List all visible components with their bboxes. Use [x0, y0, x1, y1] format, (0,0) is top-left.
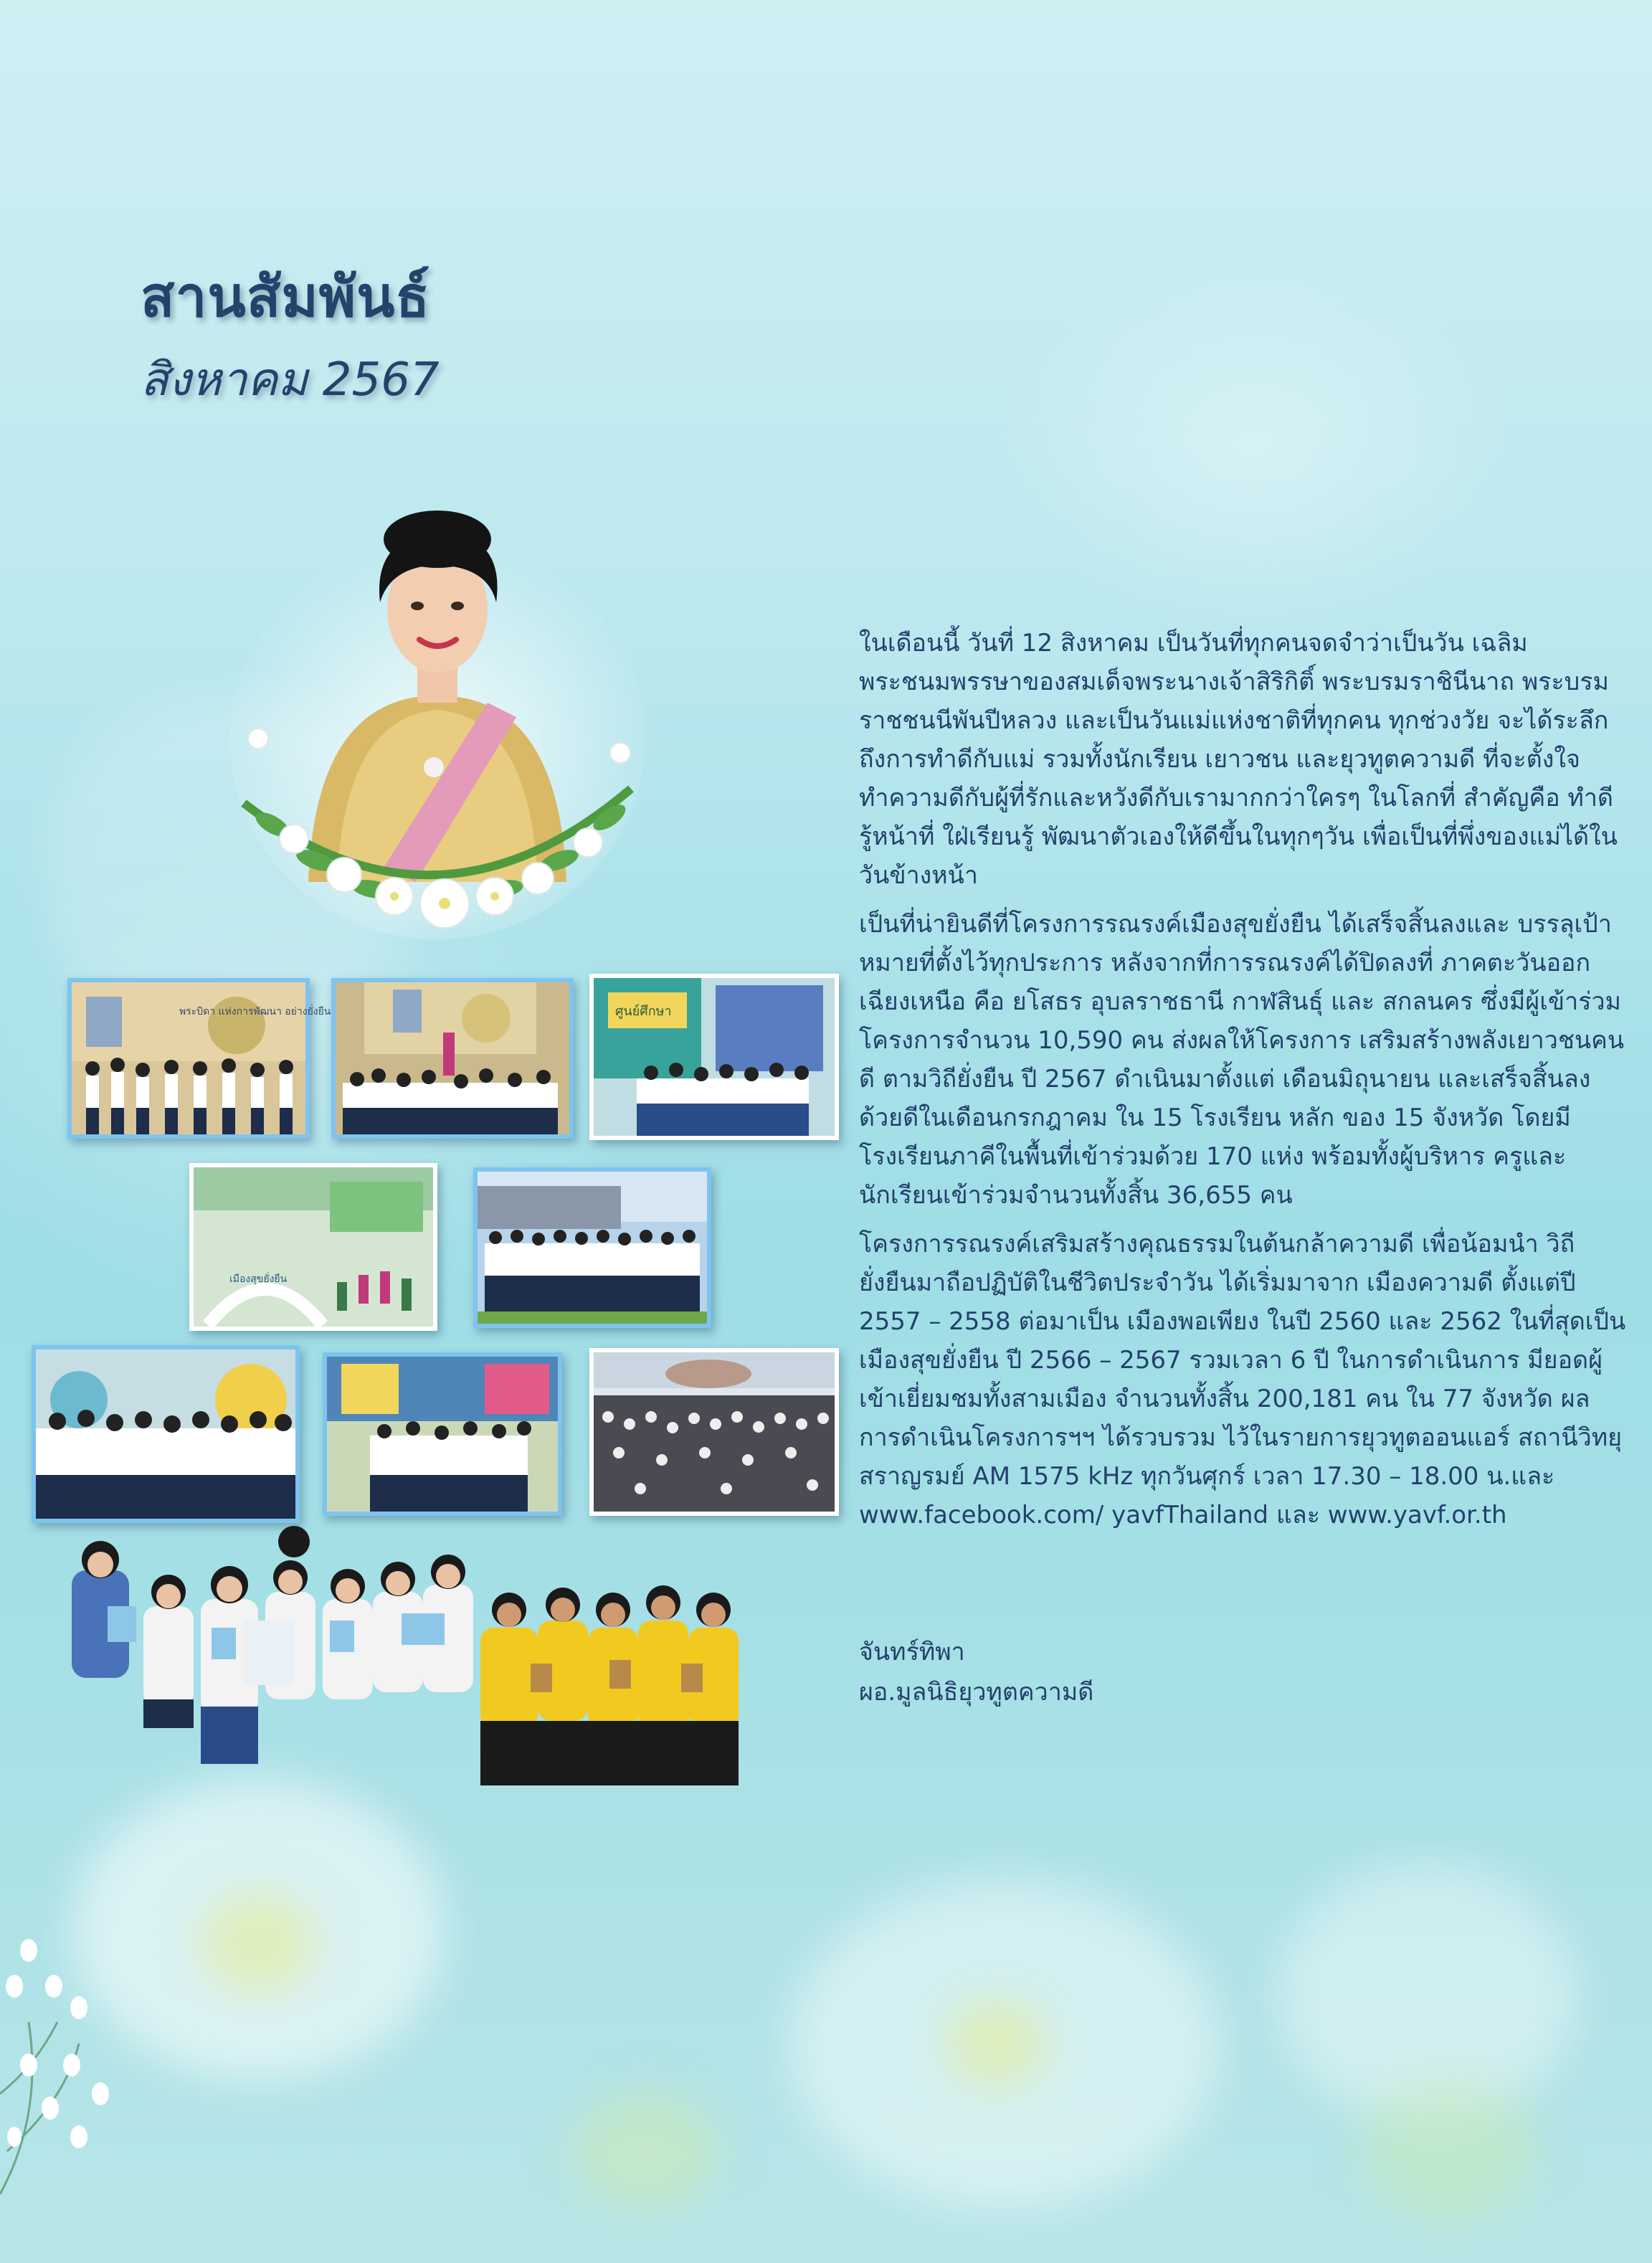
signature-position: ผอ.มูลนิธิยุวทูตความดี	[859, 1678, 1094, 1707]
photo-exhibit-1	[67, 978, 331, 1139]
white-flowers-decoration	[0, 1936, 143, 2209]
bg-bokeh	[1362, 2079, 1534, 2223]
article-paragraph-1: ในเดือนนี้ วันที่ 12 สิงหาคม เป็นวันที่ทุกคนจดจำว่าเป็นวัน เฉลิมพระชนมพรรษาของสมเด็จพระนางเจ้าสิริกิติ์ พระบรมราชินีนาถ พระบรมราชชนนีพันปีหลวง และเป็นวันแม่แห่งชาติที่ทุกคน ทุกช่วงวัย จะได้ระลึกถึงการทำดีกับแม่ รวมทั้งนักเรียน เยาวชน และยุวทูตความดี ที่จะตั้งใจทำความดีกับผู้ที่รักและหวังดีกับเรามากกว่าใครๆ ในโลกที่ สำคัญคือ ทำดี รู้หน้าที่ ใฝ่เรียนรู้ พัฒนาตัวเองให้ดีขึ้นในทุกๆวัน เพื่อเป็นที่พึ่งของแม่ได้ในวันข้างหน้า	[859, 629, 1618, 890]
students-group-cutout	[65, 1520, 753, 1785]
photo-learning-center	[589, 974, 839, 1140]
portrait-illustration	[229, 480, 645, 939]
photo-group-students	[473, 1167, 711, 1328]
bg-bokeh	[201, 1893, 315, 1993]
article-paragraph-3: โครงการรณรงค์เสริมสร้างคุณธรรมในต้นกล้าความดี เพื่อน้อมนำ วิถียั่งยืนมาถือปฏิบัติในชีวิตประจำวัน ได้เริ่มมาจาก เมืองความดี ตั้งแต่ปี 2557 – 2558 ต่อมาเป็น เมืองพอเพียง ในปี 2560 และ 2562 ในที่สุดเป็น เมืองสุขยั่งยืน ปี 2566 – 2567 รวมเวลา 6 ปี ในการดำเนินการ มียอดผู้เข้าเยี่ยมชมทั้งสามเมือง จำนวนทั้งสิ้น 200,181 คน ใน 77 จังหวัด ผลการดำเนินโครงการฯฯ ได้รวบรวม ไว้ในรายการยุวทูตออนแอร์ สถานีวิทยุ สราญรมย์ AM 1575 kHz ทุกวันศุกร์ เวลา 17.30 – 18.00 น.และ www.facebook.com/ yavfThailand และ www.yavf.or.th	[859, 1230, 1626, 1529]
page-subtitle: สิงหาคม 2567	[141, 354, 440, 407]
photo-crowd	[32, 1345, 300, 1523]
photo-exhibit-2	[331, 978, 574, 1139]
signature-block	[859, 1632, 1093, 1712]
photo-sign-text: ศูนย์ศึกษา	[615, 1004, 672, 1019]
photo-booth	[189, 1163, 437, 1331]
photo-sign-text: พระบิดา แห่งการพัฒนา อย่างยั่งยืน	[179, 1006, 331, 1017]
article-paragraph-2: เป็นที่น่ายินดีที่โครงการรณรงค์เมืองสุขยั่งยืน ได้เสร็จสิ้นลงและ บรรลุเป้าหมายที่ตั้งไว้ทุกประการ หลังจากที่การรณรงค์ได้ปิดลงที่ ภาคตะวันออกเฉียงเหนือ คือ ยโสธร อุบลราชธานี กาฬสินธุ์ และ สกลนคร ซึ่งมีผู้เข้าร่วมโครงการจำนวน 10,590 คน ส่งผลให้โครงการ เสริมสร้างพลังเยาวชนคนดี ตามวิถียั่งยืน ปี 2567 ดำเนินมาตั้งแต่ เดือนมิถุนายน และเสร็จสิ้นลงด้วยดีในเดือนกรกฎาคม ใน 15 โรงเรียน หลัก ของ 15 จังหวัด โดยมีโรงเรียนภาคีในพื้นที่เข้าร่วมด้วย 170 แห่ง พร้อมทั้งผู้บริหาร ครูและนักเรียนเข้าร่วมจำนวนทั้งสิ้น 36,655 คน	[859, 910, 1625, 1210]
article-body	[859, 624, 1626, 1545]
photo-sign-text: เมืองสุขยั่งยืน	[229, 1273, 288, 1285]
photo-assembly	[589, 1348, 839, 1516]
bg-bokeh	[574, 2094, 717, 2209]
page-title: สานสัมพันธ์	[141, 265, 431, 330]
signature-name: จันทร์ทิพา	[859, 1638, 965, 1666]
photo-activity	[323, 1352, 562, 1516]
bg-bokeh	[946, 2001, 1047, 2087]
